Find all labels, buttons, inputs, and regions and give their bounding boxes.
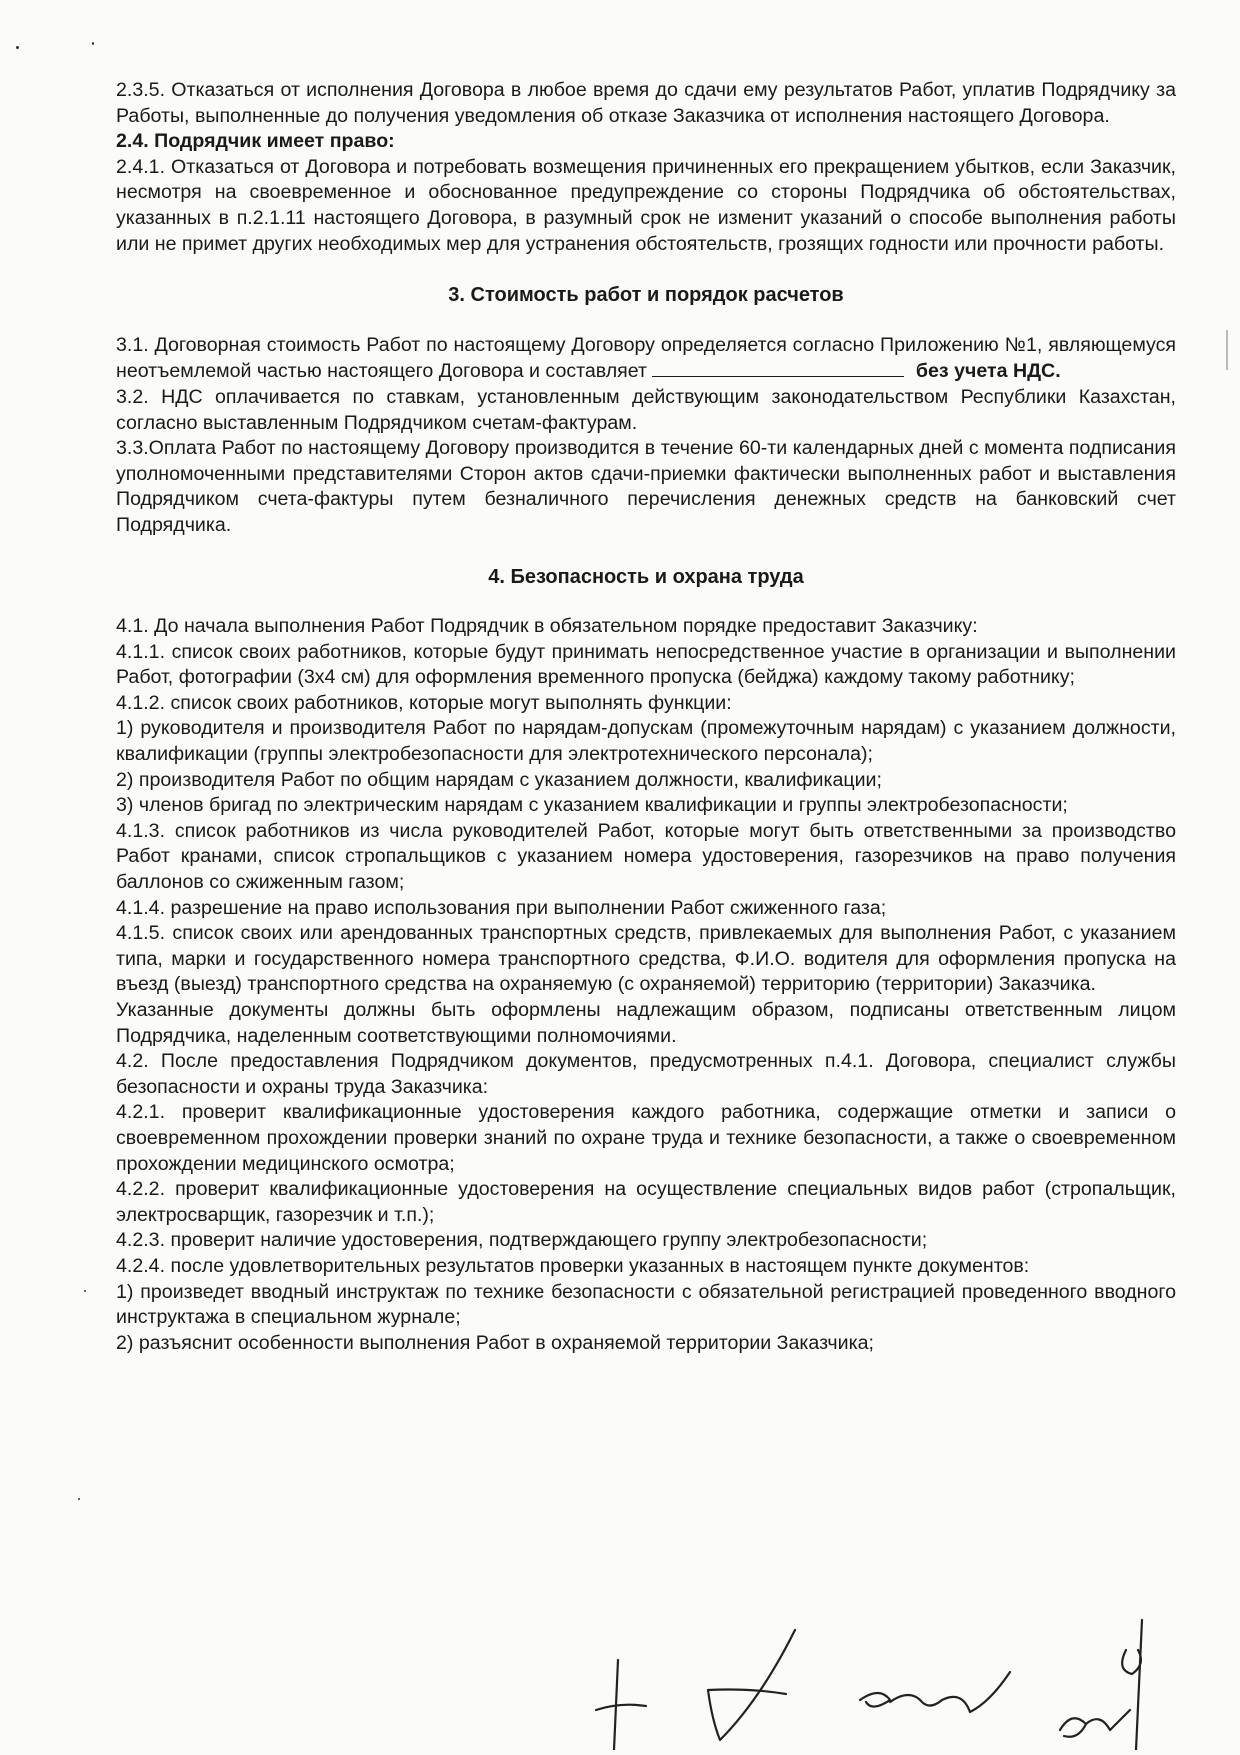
section-3-heading: 3. Стоимость работ и порядок расчетов [448,284,844,307]
document-body [116,78,1176,1356]
paragraph-4-1-1: 4.1.1. список своих работников, которые будут принимать непосредственное участие в организации и выполнении Работ, фотографии (3х4 см) для оформления временного пропуска (бейджа) каждому такому работнику; [116,640,1176,689]
paragraph-3-1-suffix: без учета НДС. [915,360,1061,383]
paragraph-4-2-1: 4.2.1. проверит квалификационные удостоверения каждого работника, содержащие отметки и записи о своевременном прохождении проверки знаний по охране труда и технике безопасности, а также о своевременном прохождении медицинского осмотра; [116,1101,1176,1175]
paragraph-4-2: 4.2. После предоставления Подрядчиком документов, предусмотренных п.4.1. Договора, специалист службы безопасности и охраны труда Заказчика: [116,1050,1176,1098]
paragraph-4-1-2: 4.1.2. список своих работников, которые могут выполнять функции: [116,691,732,714]
initial-mark-3 [860,1672,1010,1712]
section-4-body [116,614,1176,1356]
section-4-heading: 4. Безопасность и охрана труда [488,565,804,588]
paragraph-4-1-4: 4.1.4. разрешение на право использования при выполнении Работ сжиженного газа; [116,896,887,919]
initial-mark-2 [708,1630,795,1740]
initial-mark-4 [1060,1620,1142,1750]
paragraph-4-2-4-item-1: 1) произведет вводный инструктаж по технике безопасности с обязательной регистрацией проведенного вводного инструктажа в специальном журнале; [116,1280,1176,1329]
paragraph-4-1-2-item-2: 2) производителя Работ по общим нарядам с указанием должности, квалификации; [116,768,882,791]
paragraph-4-2-4-item-2: 2) разъяснит особенности выполнения Работ в охраняемой территории Заказчика; [116,1331,874,1354]
paragraph-4-2-2: 4.2.2. проверит квалификационные удостоверения на осуществление специальных видов работ (стропальщик, электросварщик, газорезчик и т.п.); [116,1178,1176,1226]
paragraph-4-1-note: Указанные документы должны быть оформлены надлежащим образом, подписаны ответственным лицом Подрядчика, наделенным соответствующими полномочиями. [116,999,1176,1047]
paragraph-4-1-3: 4.1.3. список работников из числа руководителей Работ, которые могут быть ответственными за производство Работ кранами, список стропальщиков с указанием номера удостоверения, газорезчиков на право получения баллонов со сжиженным газом; [116,819,1176,894]
paragraph-2-3-5: 2.3.5. Отказаться от исполнения Договора в любое время до сдачи ему результатов Работ, уплатив Подрядчику за Работы, выполненные до получения уведомления об отказе Заказчика от исполнения настоящего Договора. [116,79,1176,127]
paragraph-4-2-3: 4.2.3. проверит наличие удостоверения, подтверждающего группу электробезопасности; [116,1229,928,1252]
paragraph-2-4-heading: 2.4. Подрядчик имеет право: [116,130,395,153]
paragraph-4-1: 4.1. До начала выполнения Работ Подрядчик в обязательном порядке предоставит Заказчику: [116,615,978,638]
paragraph-3-2: 3.2. НДС оплачивается по ставкам, установленным действующим законодательством Республики Казахстан, согласно выставленным Подрядчиком счетам-фактурам. [116,385,1176,434]
paragraph-4-1-2-item-1: 1) руководителя и производителя Работ по нарядам-допускам (промежуточным нарядам) с указанием должности, квалификации (группы электробезопасности для электротехнического персонала); [116,717,1176,766]
paragraph-4-2-4: 4.2.4. после удовлетворительных результатов проверки указанных в настоящем пункте документов: [116,1254,1030,1277]
amount-blank-line [652,358,904,377]
initial-mark-1 [596,1660,646,1750]
paragraph-3-3: 3.3.Оплата Работ по настоящему Договору производится в течение 60-ти календарных дней с момента подписания уполномоченными представителями Сторон актов сдачи-приемки фактически выполненных работ и выставления Подрядчиком счета-фактуры путем безналичного перечисления денежных средств на банковский счет Подрядчика. [116,437,1176,536]
paragraph-3-1 [116,333,1176,385]
paragraph-3-1-text: 3.1. Договорная стоимость Работ по настоящему Договору определяется согласно Приложению №1, являющемуся неотъемлемой частью настоящего Договора и составляет [116,333,1176,383]
paragraph-4-1-5: 4.1.5. список своих или арендованных транспортных средств, привлекаемых для выполнения Работ, с указанием типа, марки и государственного номера транспортного средства, Ф.И.О. водителя для оформления пропуска на въезд (выезд) транспортного средства на охраняемую (с охраняемой) территорию (территории) Заказчика. [116,922,1176,996]
paragraph-4-1-2-item-3: 3) членов бригад по электрическим нарядам с указанием квалификации и группы электробезопасности; [116,794,1068,817]
handwritten-initials [590,1590,1210,1750]
paragraph-2-4-1: 2.4.1. Отказаться от Договора и потребовать возмещения причиненных его прекращением убытков, если Заказчик, несмотря на своевременное и обоснованное предупреждение со стороны Подрядчика об обстоятельствах, указанных в п.2.1.11 настоящего Договора, в разумный срок не изменит указаний о способе выполнения работы или не примет других необходимых мер для устранения обстоятельств, грозящих годности или прочности работы. [116,155,1176,255]
